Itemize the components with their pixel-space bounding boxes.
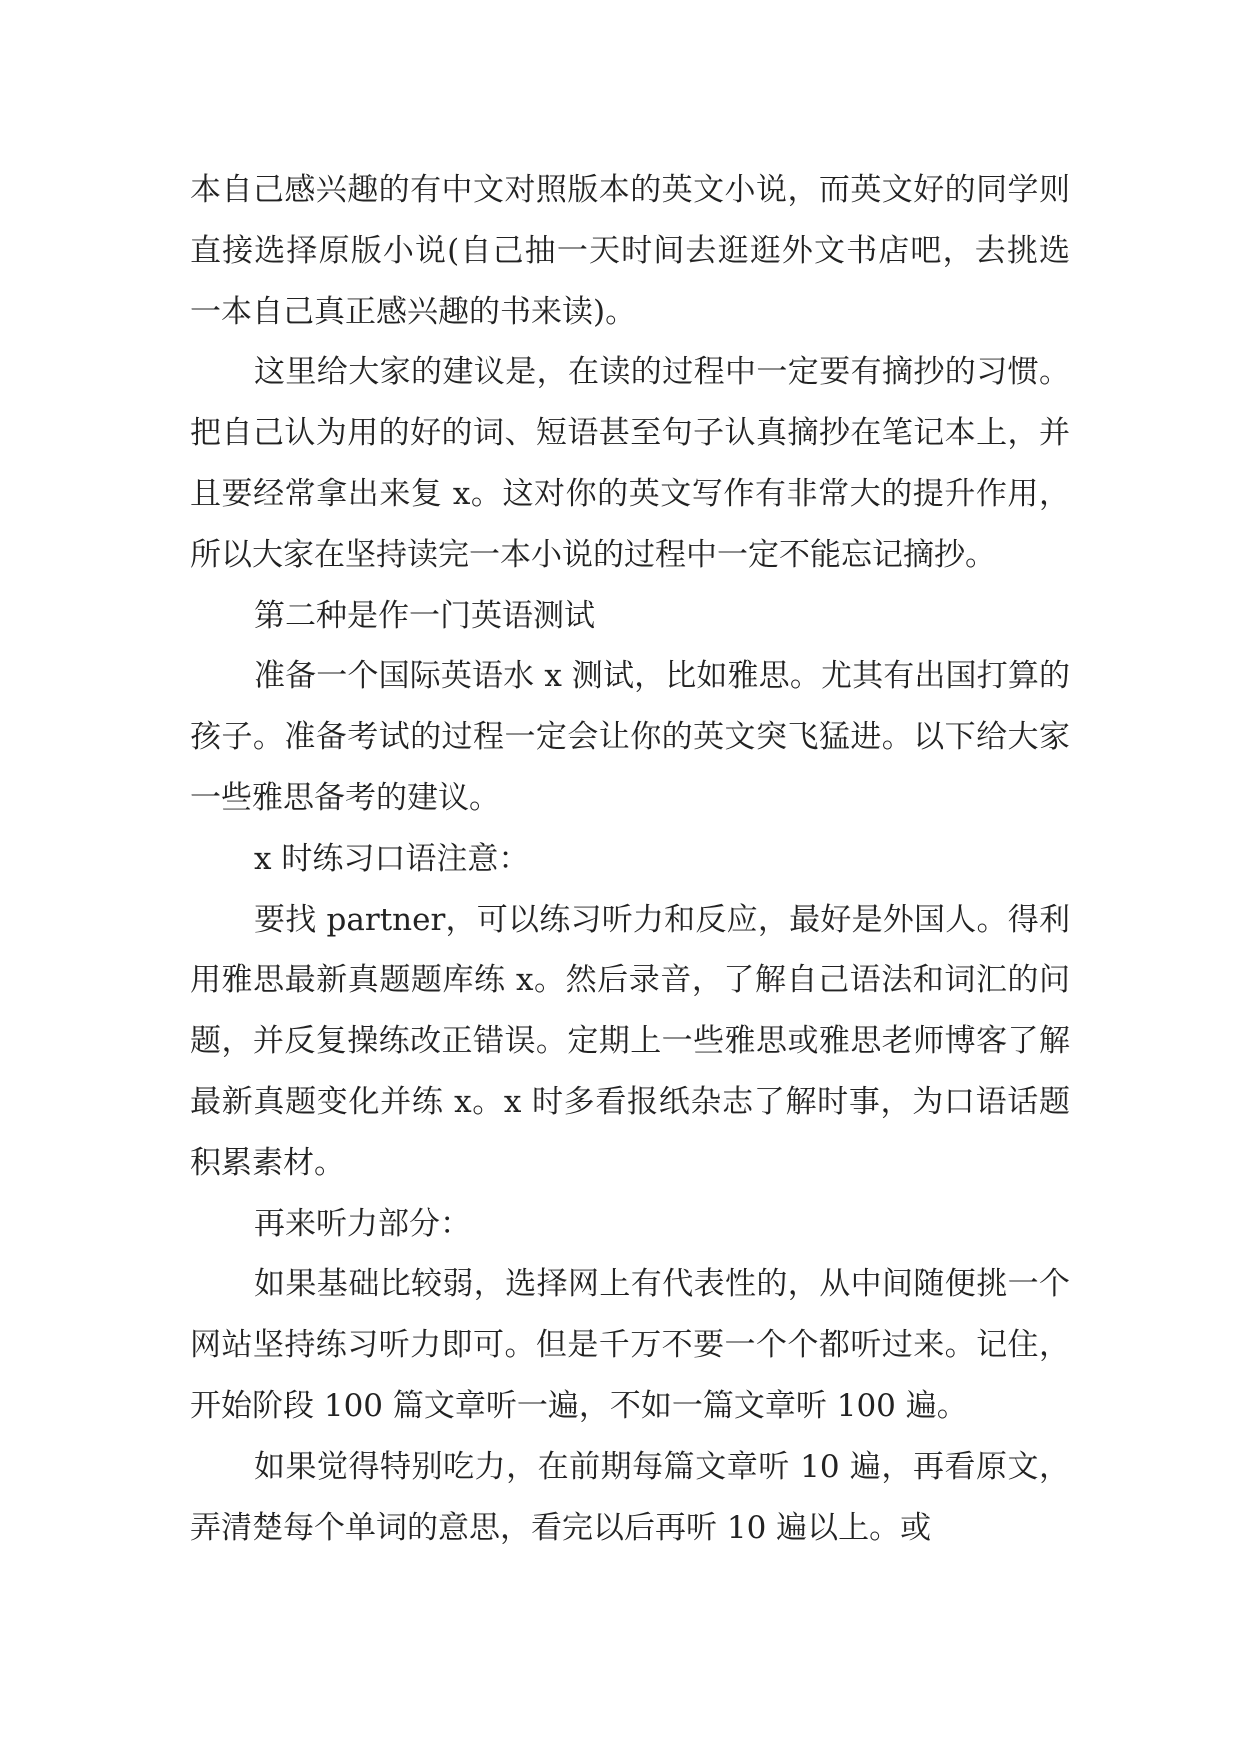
paragraph-excerpt-habit: 这里给大家的建议是，在读的过程中一定要有摘抄的习惯。把自己认为用的好的词、短语甚至句子认真摘抄在笔记本上，并且要经常拿出来复 x。这对你的英文写作有非常大的提升作用，所以大家在坚持读完一本小说的过程中一定不能忘记摘抄。 xyxy=(190,354,1070,573)
paragraph-listening-basics: 如果基础比较弱，选择网上有代表性的，从中间随便挑一个网站坚持练习听力即可。但是千万不要一个个都听过来。记住，开始阶段 100 篇文章听一遍，不如一篇文章听 100 遍。 xyxy=(190,1266,1070,1424)
paragraph-speaking-advice: 要找 partner，可以练习听力和反应，最好是外国人。得利用雅思最新真题题库练 x。然后录音，了解自己语法和词汇的问题，并反复操练改正错误。定期上一些雅思或雅思老师博客了解最新真题变化并练 x。x 时多看报纸杂志了解时事，为口语话题积累素材。 xyxy=(190,901,1070,1181)
paragraph-listening-heading: 再来听力部分： xyxy=(254,1205,471,1242)
paragraph-second-method-heading: 第二种是作一门英语测试 xyxy=(254,597,595,634)
paragraph-speaking-heading: x 时练习口语注意： xyxy=(254,840,530,877)
paragraph-continued-novel-advice: 本自己感兴趣的有中文对照版本的英文小说，而英文好的同学则直接选择原版小说(自己抽一天时间去逛逛外文书店吧，去挑选一本自己真正感兴趣的书来读)。 xyxy=(190,172,1070,330)
paragraph-english-test: 准备一个国际英语水 x 测试，比如雅思。尤其有出国打算的孩子。准备考试的过程一定会让你的英文突飞猛进。以下给大家一些雅思备考的建议。 xyxy=(190,658,1070,816)
paragraph-listening-repetition: 如果觉得特别吃力，在前期每篇文章听 10 遍，再看原文，弄清楚每个单词的意思，看完以后再听 10 遍以上。或 xyxy=(190,1448,1070,1546)
document-body xyxy=(190,160,1070,1558)
